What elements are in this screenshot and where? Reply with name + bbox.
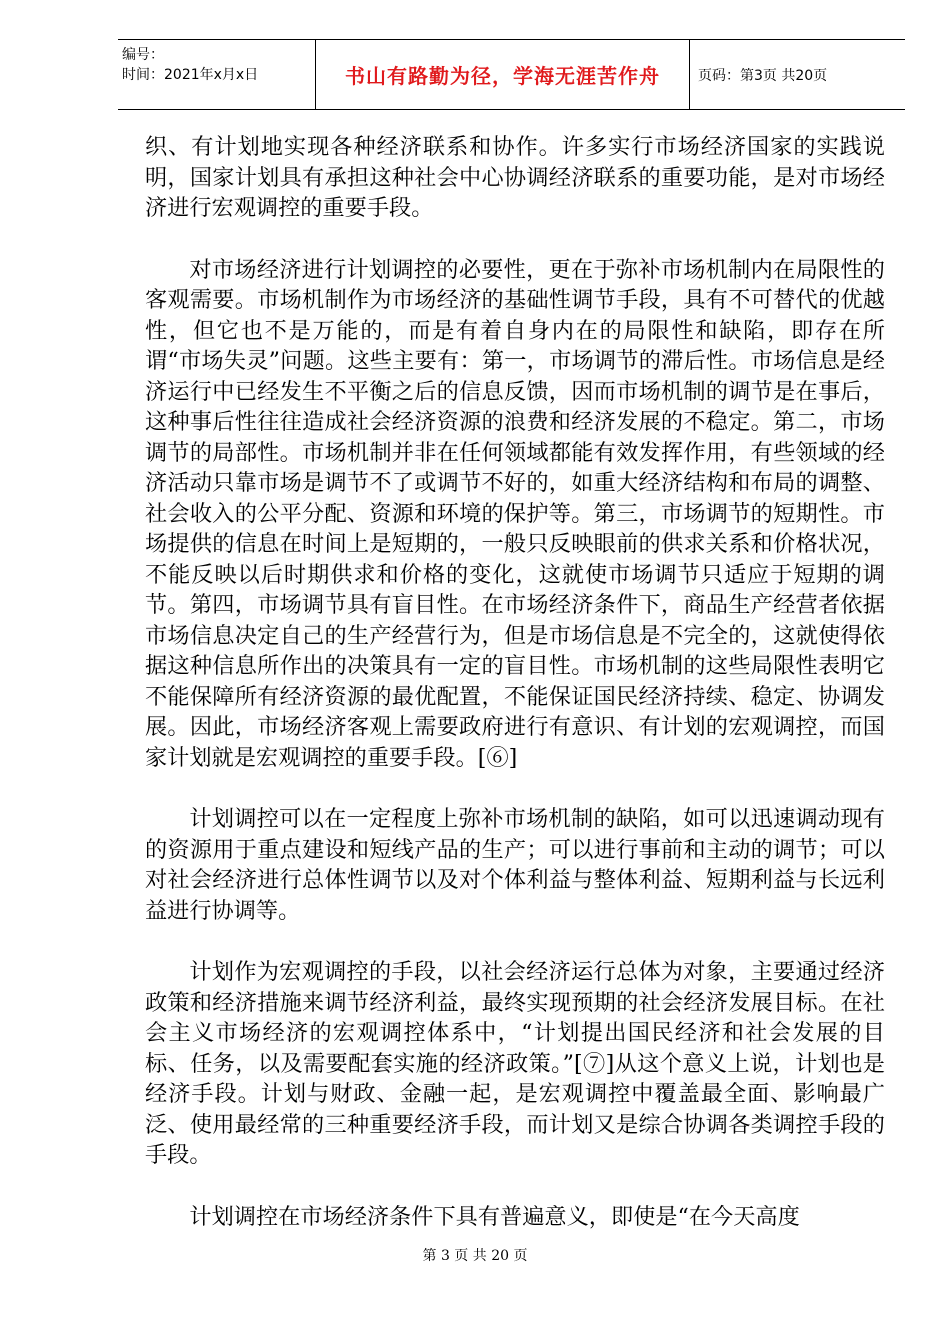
paragraph: 计划调控在市场经济条件下具有普遍意义，即使是“在今天高度 bbox=[189, 1203, 800, 1230]
page-footer: 第 3 页 共 20 页 bbox=[422, 1248, 528, 1264]
document-body bbox=[145, 132, 885, 1232]
header-motto-cell bbox=[316, 40, 690, 109]
paragraph: 织、有计划地实现各种经济联系和协作。许多实行市场经济国家的实践说明，国家计划具有承担这种社会中心协调经济联系的重要功能，是对市场经济进行宏观调控的重要手段。 bbox=[145, 134, 885, 221]
document-date: 时间：2021年x月x日 bbox=[122, 67, 259, 83]
header-meta-cell bbox=[118, 40, 316, 109]
paragraph: 计划调控可以在一定程度上弥补市场机制的缺陷，如可以迅速调动现有的资源用于重点建设和短线产品的生产；可以进行事前和主动的调节；可以对社会经济进行总体性调节以及对个体利益与整体利益、短期利益与长远利益进行协调等。 bbox=[145, 806, 885, 924]
header-motto: 书山有路勤为径，学海无涯苦作舟 bbox=[345, 64, 660, 88]
document-code: 编号： bbox=[122, 47, 164, 63]
header-page-cell bbox=[690, 40, 905, 109]
paragraph: 计划作为宏观调控的手段，以社会经济运行总体为对象，主要通过经济政策和经济措施来调节经济利益，最终实现预期的社会经济发展目标。在社会主义市场经济的宏观调控体系中，“计划提出国民经济和社会发展的目标、任务，以及需要配套实施的经济政策。”[⑦]从这个意义上说，计划也是经济手段。计划与财政、金融一起，是宏观调控中覆盖最全面、影响最广泛、使用最经常的三种重要经济手段，而计划又是综合协调各类调控手段的手段。 bbox=[145, 959, 885, 1168]
paragraph: 对市场经济进行计划调控的必要性，更在于弥补市场机制内在局限性的客观需要。市场机制作为市场经济的基础性调节手段，具有不可替代的优越性，但它也不是万能的，而是有着自身内在的局限性和缺陷，即存在所谓“市场失灵”问题。这些主要有：第一，市场调节的滞后性。市场信息是经济运行中已经发生不平衡之后的信息反馈，因而市场机制的调节是在事后，这种事后性往往造成社会经济资源的浪费和经济发展的不稳定。第二，市场调节的局部性。市场机制并非在任何领域都能有效发挥作用，有些领域的经济活动只靠市场是调节不了或调节不好的，如重大经济结构和布局的调整、社会收入的公平分配、资源和环境的保护等。第三，市场调节的短期性。市场提供的信息在时间上是短期的，一般只反映眼前的供求关系和价格状况，不能反映以后时期供求和价格的变化，这就使市场调节只适应于短期的调节。第四，市场调节具有盲目性。在市场经济条件下，商品生产经营者依据市场信息决定自己的生产经营行为，但是市场信息是不完全的，这就使得依据这种信息所作出的决策具有一定的盲目性。市场机制的这些局限性表明它不能保障所有经济资源的最优配置，不能保证国民经济持续、稳定、协调发展。因此，市场经济客观上需要政府进行有意识、有计划的宏观调控，而国家计划就是宏观调控的重要手段。[⑥] bbox=[145, 256, 885, 771]
header-page-number: 页码：第3页 共20页 bbox=[698, 67, 828, 84]
page-header bbox=[118, 39, 905, 110]
